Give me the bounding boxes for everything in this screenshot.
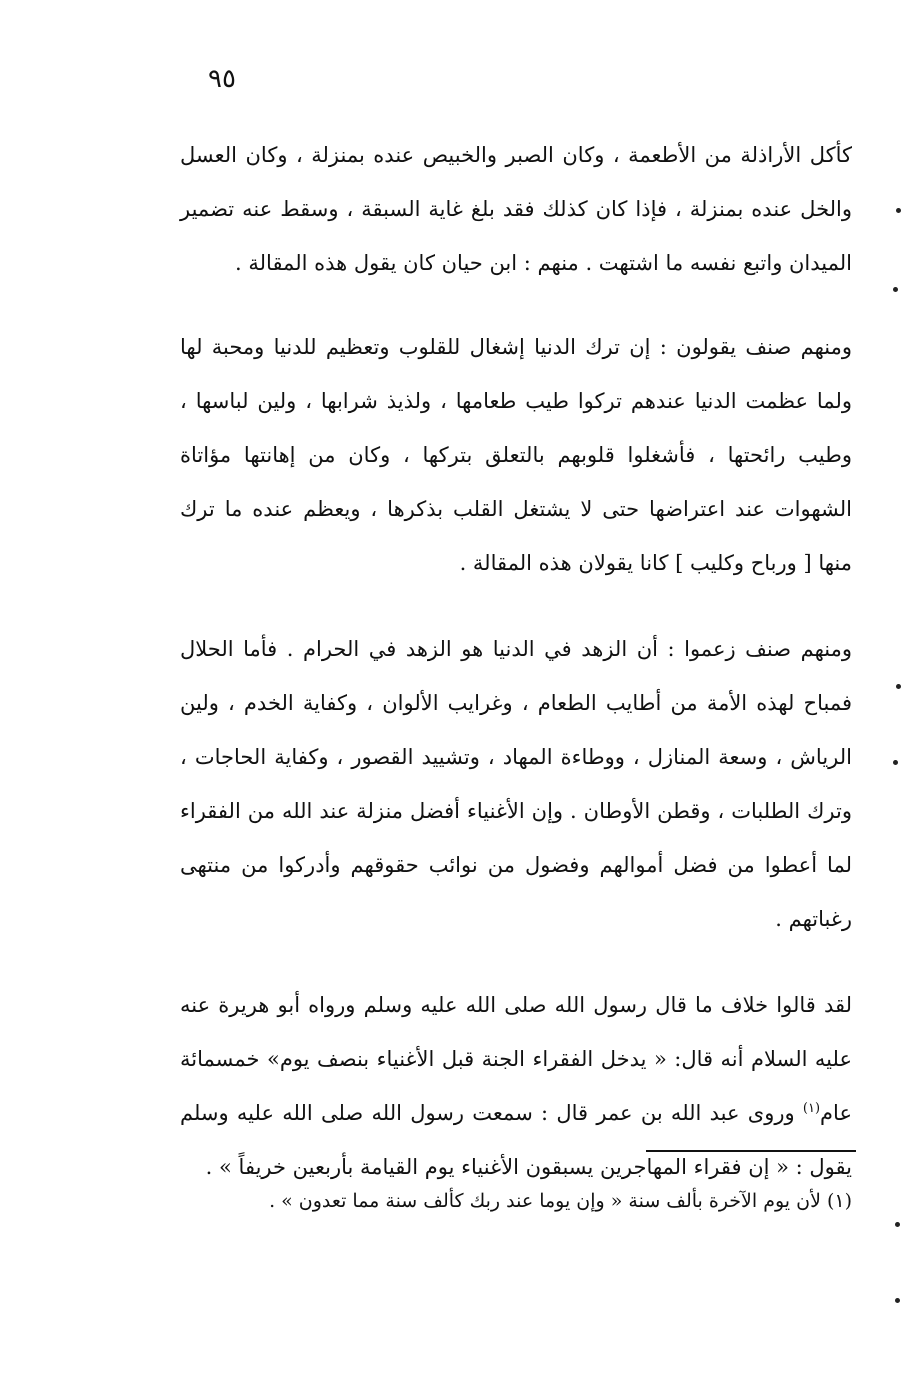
margin-mark xyxy=(896,208,901,213)
main-text xyxy=(180,128,852,1226)
page-number: ٩٥ xyxy=(208,64,236,94)
paragraph-4-part1: لقد قالوا خلاف ما قال رسول الله صلى الله عليه وسلم ورواه أبو هريرة عنه عليه السلام أنه قال: « يدخل الفقراء الجنة قبل الأغنياء بنصف يوم» خمسمائة عام xyxy=(180,993,852,1125)
footnote-reference: (١) xyxy=(802,1101,821,1116)
margin-mark xyxy=(893,760,898,765)
paragraph-2: ومنهم صنف يقولون : إن ترك الدنيا إشغال للقلوب وتعظيم للدنيا ومحبة لها ولما عظمت الدنيا عندهم تركوا طيب طعامها ، ولذيذ شرابها ، ولين لباسها ، وطيب رائحتها ، فأشغلوا قلوبهم بالتعلق بتركها ، وكان من إهانتها مؤاتاة الشهوات عند اعتراضها حتى لا يشتغل القلب بذكرها ، ويعظم عنده ما ترك منها [ ورباح وكليب ] كانا يقولان هذه المقالة . xyxy=(180,335,852,575)
footnote: (١) لأن يوم الآخرة بألف سنة « وإن يوما عند ربك كألف سنة مما تعدون » . xyxy=(269,1190,852,1212)
margin-mark xyxy=(895,1298,900,1303)
paragraph-4-part2: وروى عبد الله بن عمر قال : سمعت رسول الله صلى الله عليه وسلم يقول : « إن فقراء المهاجرين يسبقون الأغنياء يوم القيامة بأربعين خريفاً » . xyxy=(180,1101,852,1179)
margin-mark xyxy=(893,287,898,292)
paragraph-3: ومنهم صنف زعموا : أن الزهد في الدنيا هو الزهد في الحرام . فأما الحلال فمباح لهذه الأمة من أطايب الطعام ، وغرايب الألوان ، وكفاية الخدم ، ولين الرياش ، وسعة المنازل ، ووطاءة المهاد ، وتشييد القصور ، وكفاية الحاجات ، وترك الطلبات ، وقطن الأوطان . وإن الأغنياء أفضل منزلة عند الله من الفقراء لما أعطوا من فضل أموالهم وفضول من نوائب حقوقهم وأدركوا من منتهى رغباتهم . xyxy=(180,637,852,931)
margin-mark xyxy=(895,1222,900,1227)
footnote-separator xyxy=(646,1150,856,1152)
margin-mark xyxy=(896,684,901,689)
paragraph-4 xyxy=(180,978,852,1194)
paragraph-1: كأكل الأراذلة من الأطعمة ، وكان الصبر والخبيص عنده بمنزلة ، وكان العسل والخل عنده بمنزلة ، فإذا كان كذلك فقد بلغ غاية السبقة ، وسقط عنه تضمير الميدان واتبع نفسه ما اشتهت . منهم : ابن حيان كان يقول هذه المقالة . xyxy=(180,143,852,275)
